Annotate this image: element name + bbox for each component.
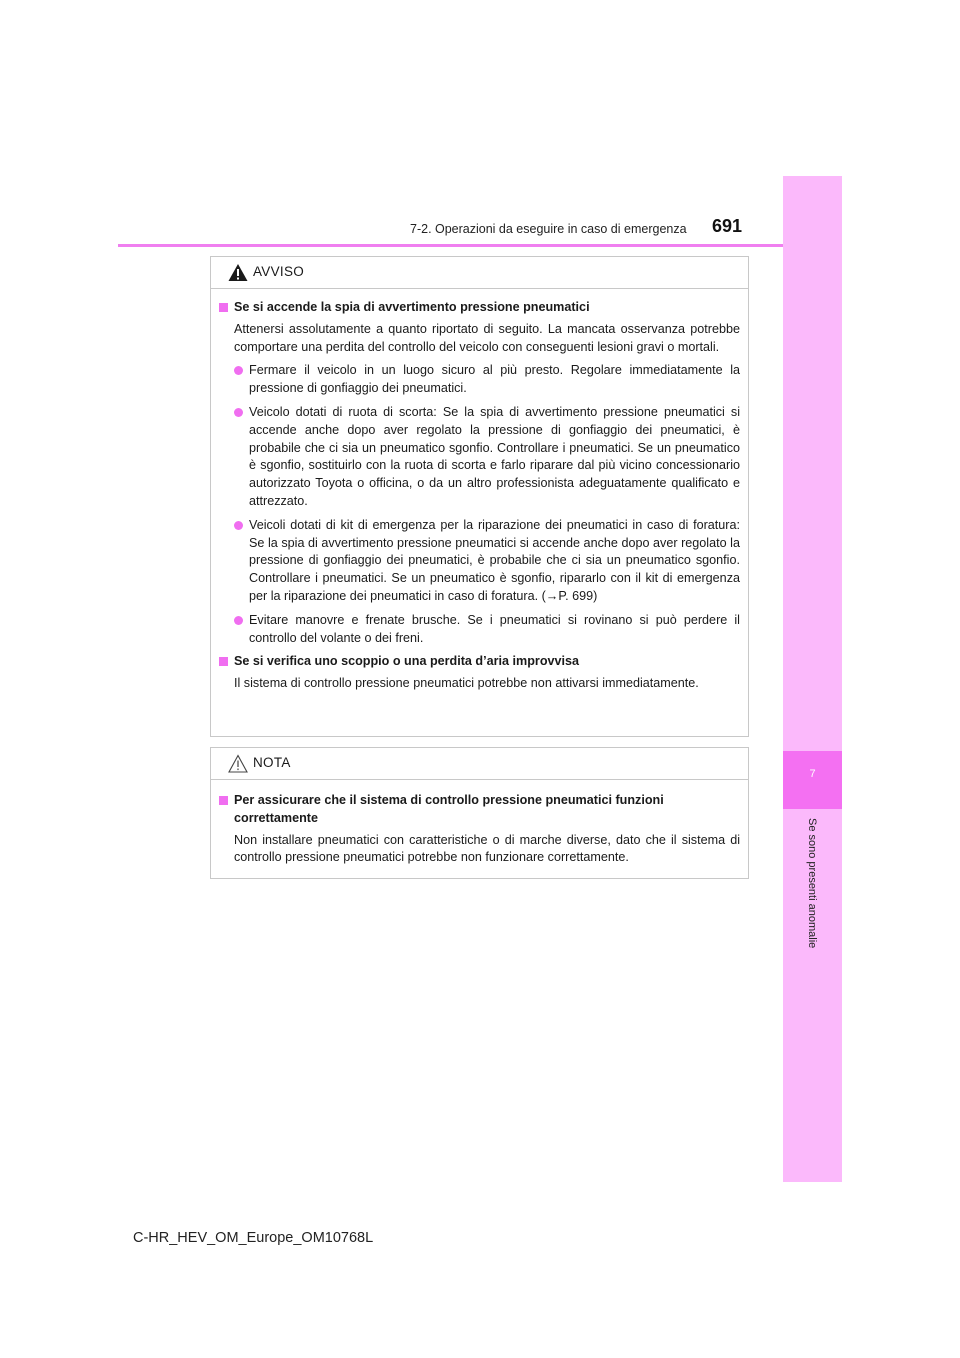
warning-section-text: Attenersi assolutamente a quanto riportato di seguito. La mancata osservanza potrebbe comportare una perdita del controllo del veicolo con conseguenti lesioni gravi o mortali. xyxy=(234,321,740,354)
square-bullet-icon xyxy=(219,657,228,666)
square-bullet-icon xyxy=(219,303,228,312)
note-box xyxy=(210,747,749,879)
note-box-header xyxy=(211,748,748,780)
page-number: 691 xyxy=(712,216,743,236)
square-bullet-icon xyxy=(219,796,228,805)
note-text: Non installare pneumatici con caratteristiche o di marche diverse, dato che il sistema di controllo pressione pneumatici potrebbe non funzionare correttamente. xyxy=(234,832,740,865)
warning-triangle-icon xyxy=(228,263,248,282)
warning-section-heading-text: Se si verifica uno scoppio o una perdita d’aria improvvisa xyxy=(234,654,580,669)
list-item xyxy=(234,362,740,398)
header-rule xyxy=(118,244,783,247)
side-tab xyxy=(783,176,842,1182)
warning-box xyxy=(210,256,749,737)
warning-section-text: Il sistema di controllo pressione pneumatici potrebbe non attivarsi immediatamente. xyxy=(234,676,699,691)
warning-section-heading-text: Se si accende la spia di avvertimento pressione pneumatici xyxy=(234,300,590,314)
warning-section-heading xyxy=(219,653,740,671)
round-bullet-icon xyxy=(234,616,243,625)
note-heading xyxy=(219,792,740,828)
warning-box-body xyxy=(211,289,748,709)
section-title: 7-2. Operazioni da eseguire in caso di emergenza xyxy=(410,222,687,236)
list-item xyxy=(234,612,740,648)
list-item-text: Fermare il veicolo in un luogo sicuro al più presto. Regolare immediatamente la pressione di gonfiaggio dei pneumatici. xyxy=(249,363,740,396)
doc-code: C-HR_HEV_OM_Europe_OM10768L xyxy=(133,1230,374,1246)
caution-triangle-icon xyxy=(228,754,248,773)
note-heading-text: Per assicurare che il sistema di controllo pressione pneumatici funzioni correttamente xyxy=(234,793,664,825)
note-box-title: NOTA xyxy=(253,755,291,770)
warning-box-title: AVVISO xyxy=(253,264,305,279)
list-item xyxy=(234,404,740,511)
round-bullet-icon xyxy=(234,366,243,375)
chapter-number: 7 xyxy=(809,768,816,780)
side-tab-chapter-marker xyxy=(783,751,842,809)
list-item-text: Veicolo dotati di ruota di scorta: Se la spia di avvertimento pressione pneumatici si accende anche dopo aver regolato la pressione di gonfiaggio dei pneumatici, è probabile che ci sia un pneumatico sgonfio. Controllare i pneumatici. Se un pneumatico è sgonfio, sostituirlo con la ruota di scorta e farlo riparare dal più vicino concessionario autorizzato Toyota o officina, o da un altro professionista adeguatamente qualificato e attrezzato. xyxy=(249,404,740,508)
list-item-text: Evitare manovre e frenate brusche. Se i pneumatici si rovinano si può perdere il controllo del volante o dei freni. xyxy=(249,612,740,645)
warning-section-heading xyxy=(219,299,740,317)
chapter-label-text: Se sono presenti anomalie xyxy=(806,818,818,949)
list-item xyxy=(234,517,740,606)
warning-box-header xyxy=(211,257,748,289)
note-box-body xyxy=(211,780,748,883)
list-item-text: Veicoli dotati di kit di emergenza per la riparazione dei pneumatici in caso di foratura: Se la spia di avvertimento pressione pneumatici si accende anche dopo aver regolato la pressione di gonfiaggio dei pneumatici, è probabile che ci sia un pneumatico sgonfio. Controllare i pneumatici. Se un pneumatico è sgonfio, ripararlo con il kit di emergenza per la riparazione dei pneumatici in caso di foratura. (→P. 699) xyxy=(249,517,740,603)
round-bullet-icon xyxy=(234,521,243,530)
round-bullet-icon xyxy=(234,408,243,417)
